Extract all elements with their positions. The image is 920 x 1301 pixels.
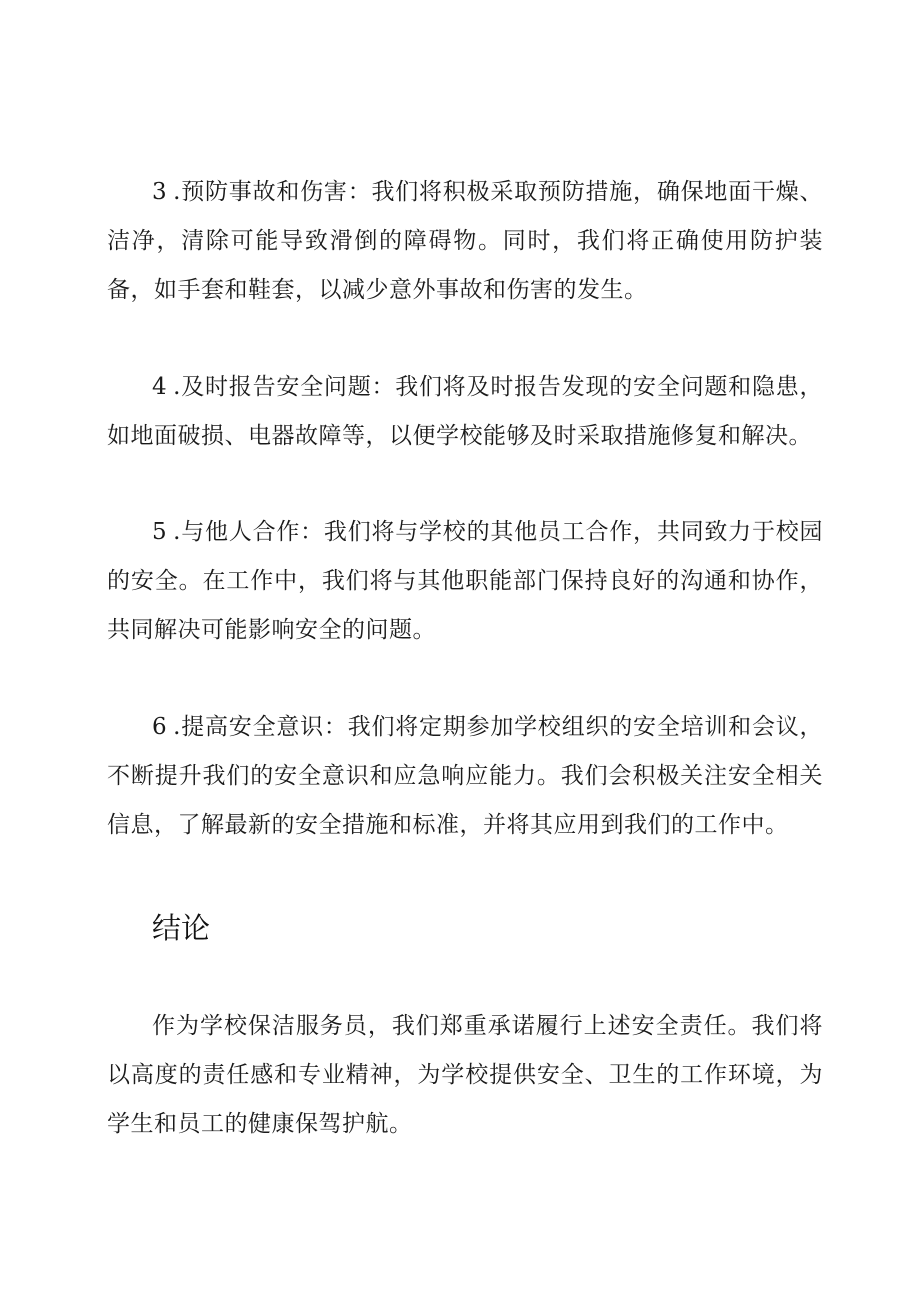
item-number: 3 bbox=[152, 179, 168, 205]
paragraph-item-5 bbox=[107, 508, 823, 655]
item-text: .及时报告安全问题：我们将及时报告发现的安全问题和隐患，如地面破损、电器故障等，以便学校能够及时采取措施修复和解决。 bbox=[107, 374, 823, 449]
paragraph-item-3 bbox=[107, 168, 823, 315]
item-number: 6 bbox=[152, 714, 168, 740]
conclusion-heading: 结论 bbox=[152, 911, 211, 945]
item-text: .与他人合作：我们将与学校的其他员工合作，共同致力于校园的安全。在工作中，我们将与其他职能部门保持良好的沟通和协作，共同解决可能影响安全的问题。 bbox=[107, 519, 823, 643]
item-text: .预防事故和伤害：我们将积极采取预防措施，确保地面干燥、洁净，清除可能导致滑倒的障碍物。同时，我们将正确使用防护装备，如手套和鞋套，以减少意外事故和伤害的发生。 bbox=[107, 179, 823, 303]
item-text: .提高安全意识：我们将定期参加学校组织的安全培训和会议，不断提升我们的安全意识和应急响应能力。我们会积极关注安全相关信息，了解最新的安全措施和标准，并将其应用到我们的工作中。 bbox=[107, 714, 823, 838]
item-number: 5 bbox=[152, 519, 168, 545]
item-number: 4 bbox=[152, 374, 168, 400]
paragraph-item-6 bbox=[107, 703, 823, 850]
paragraph-item-4 bbox=[107, 363, 823, 461]
conclusion-paragraph: 作为学校保洁服务员，我们郑重承诺履行上述安全责任。我们将以高度的责任感和专业精神，为学校提供安全、卫生的工作环境，为学生和员工的健康保驾护航。 bbox=[107, 1013, 823, 1137]
